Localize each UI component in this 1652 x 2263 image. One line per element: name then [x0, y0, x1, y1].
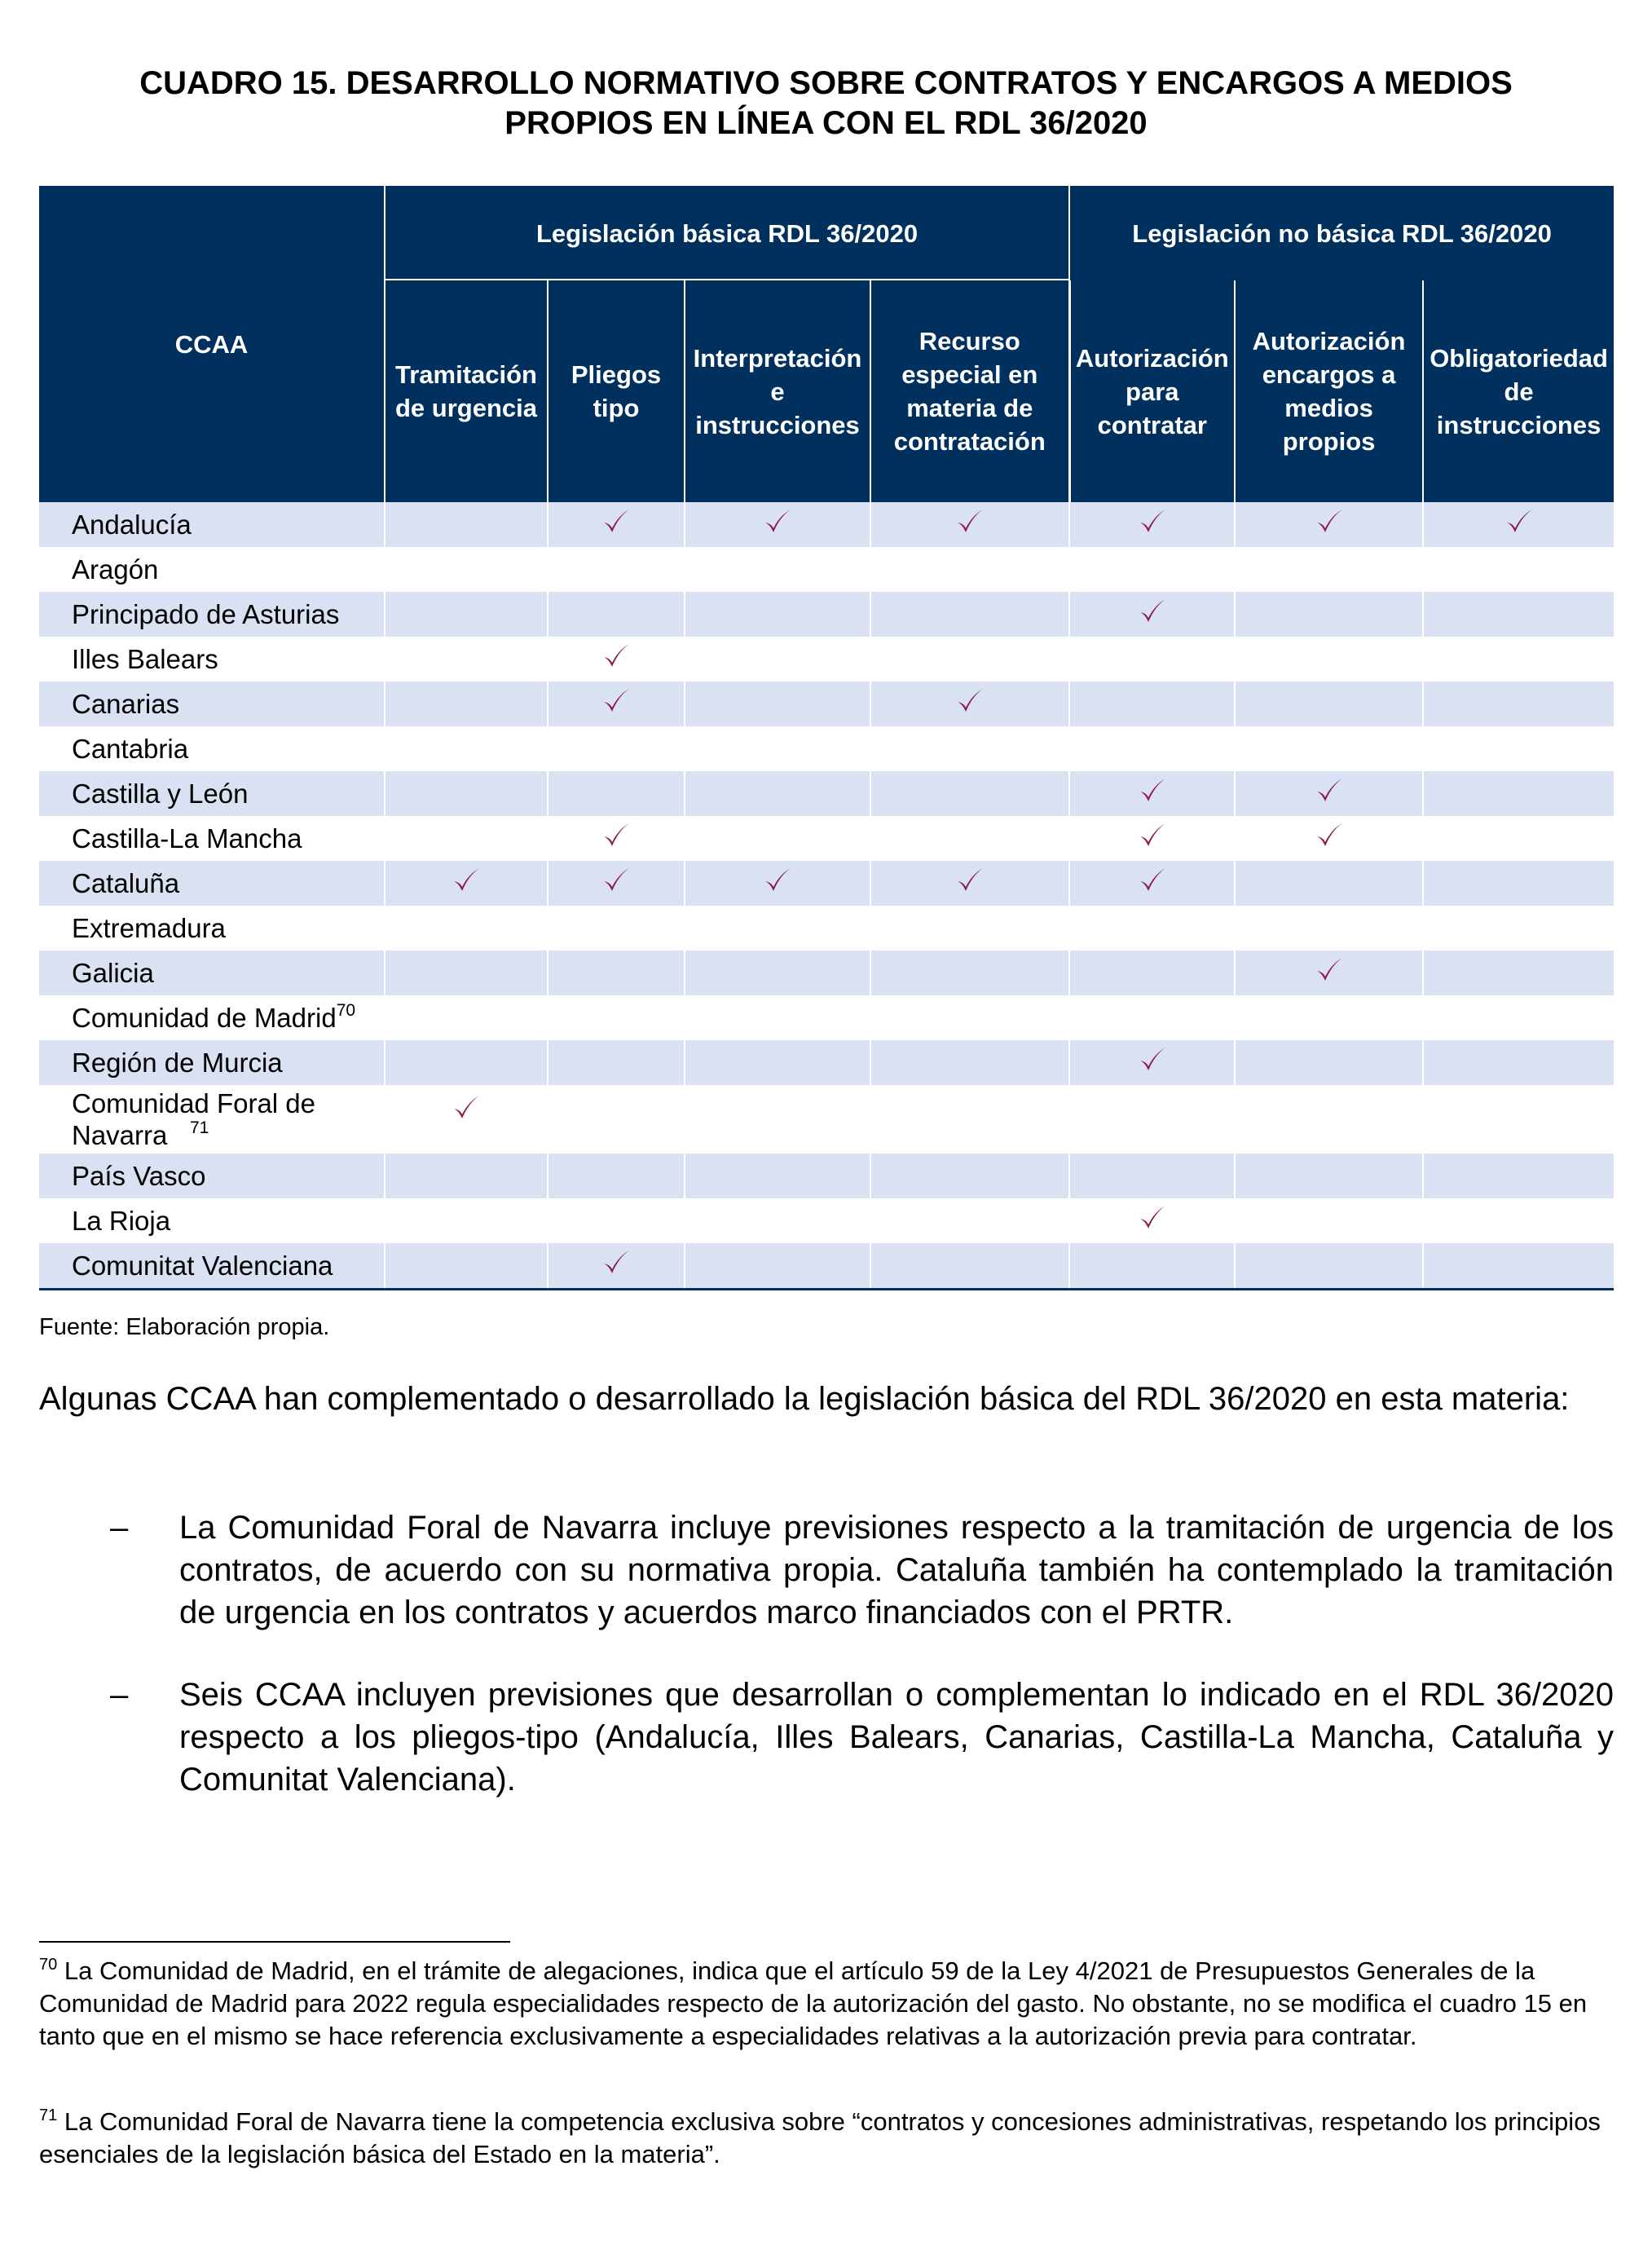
checkmark-icon — [955, 866, 985, 895]
checkmark-icon — [601, 507, 631, 536]
checkmark-icon — [601, 1248, 631, 1277]
title-line-1: CUADRO 15. DESARROLLO NORMATIVO SOBRE CONTRATOS Y ENCARGOS A MEDIOS — [139, 65, 1513, 101]
ccaa-name-text: Cantabria — [72, 734, 189, 764]
check-cell — [1235, 502, 1423, 547]
ccaa-name — [39, 1085, 385, 1154]
ccaa-name-text: Comunitat Valenciana — [72, 1251, 333, 1281]
ccaa-name-text: La Rioja — [72, 1206, 171, 1236]
table-row — [39, 1154, 1614, 1198]
ccaa-name — [39, 906, 385, 951]
bullet-item — [110, 1674, 1614, 1801]
check-cell — [1069, 771, 1235, 816]
check-cell — [1235, 592, 1423, 637]
bullet-dash: – — [110, 1677, 129, 1713]
check-cell — [870, 592, 1069, 637]
check-cell — [1069, 1243, 1235, 1290]
ccaa-name — [39, 637, 385, 682]
title-line-2: PROPIOS EN LÍNEA CON EL RDL 36/2020 — [504, 105, 1148, 141]
check-cell — [1423, 816, 1614, 861]
check-cell — [385, 951, 548, 995]
ccaa-name — [39, 995, 385, 1040]
table-row — [39, 861, 1614, 906]
check-cell — [385, 861, 548, 906]
check-cell — [1069, 726, 1235, 771]
ccaa-name — [39, 502, 385, 547]
check-cell — [385, 1040, 548, 1085]
check-cell — [548, 682, 685, 726]
column-header-line: para contratar — [1097, 377, 1207, 439]
check-cell — [1235, 726, 1423, 771]
check-cell — [548, 502, 685, 547]
check-cell — [870, 951, 1069, 995]
check-cell — [385, 906, 548, 951]
check-cell — [385, 771, 548, 816]
check-cell — [685, 502, 870, 547]
check-cell — [385, 682, 548, 726]
column-header-line: medios propios — [1282, 394, 1376, 456]
check-cell — [870, 861, 1069, 906]
check-cell — [548, 861, 685, 906]
ccaa-name — [39, 816, 385, 861]
check-cell — [548, 637, 685, 682]
check-cell — [1069, 547, 1235, 592]
check-cell — [685, 547, 870, 592]
check-cell — [870, 682, 1069, 726]
table-row — [39, 771, 1614, 816]
checkmark-icon — [763, 866, 792, 895]
check-cell — [385, 816, 548, 861]
check-cell — [385, 1243, 548, 1290]
table-row — [39, 592, 1614, 637]
checkmark-icon — [1138, 866, 1167, 895]
footnote-number: 71 — [39, 2106, 58, 2124]
table-row — [39, 1198, 1614, 1243]
check-cell — [1069, 1085, 1235, 1154]
check-cell — [1423, 726, 1614, 771]
check-cell — [685, 951, 870, 995]
check-cell — [685, 1243, 870, 1290]
column-header-line: de — [1504, 377, 1534, 406]
check-cell — [870, 771, 1069, 816]
check-cell — [1423, 1243, 1614, 1290]
table-source: Fuente: Elaboración propia. — [39, 1314, 330, 1340]
check-cell — [870, 906, 1069, 951]
bullet-text: Seis CCAA incluyen previsiones que desarrollan o complementan lo indicado en el RDL 36/2020 respecto a los pliegos-tipo (Andalucía, Illes Balears, Canarias, Castilla-La Mancha, Cataluña y Comunitat Valenciana). — [179, 1677, 1614, 1798]
checkmark-icon — [1138, 1203, 1167, 1233]
check-cell — [1423, 1198, 1614, 1243]
table-row — [39, 547, 1614, 592]
check-cell — [685, 995, 870, 1040]
ccaa-name — [39, 547, 385, 592]
check-cell — [1423, 1154, 1614, 1198]
ccaa-name-text: Comunidad de Madrid — [72, 1003, 337, 1033]
ccaa-name-text: Illes Balears — [72, 644, 218, 674]
check-cell — [1069, 1154, 1235, 1198]
check-cell — [548, 726, 685, 771]
column-header-line: Obligatoriedad — [1430, 343, 1608, 373]
check-cell — [1069, 502, 1235, 547]
ccaa-regulation-table — [39, 186, 1614, 1290]
footnote-ref[interactable]: 70 — [336, 1001, 356, 1020]
ccaa-name — [39, 592, 385, 637]
check-cell — [870, 816, 1069, 861]
ccaa-name — [39, 1198, 385, 1243]
check-cell — [1069, 995, 1235, 1040]
check-cell — [548, 995, 685, 1040]
footnote-text: La Comunidad de Madrid, en el trámite de alegaciones, indica que el artículo 59 de la Ley 4/2021 de Presupuestos Generales de la Comunidad de Madrid para 2022 regula especialidades respecto de la autorización del gasto. No obstante, no se modifica el cuadro 15 en tanto que en el mismo se hace referencia exclusivamente a especialidades relativas a la autorización previa para contratar. — [39, 1956, 1588, 2050]
check-cell — [385, 726, 548, 771]
check-cell — [1069, 637, 1235, 682]
column-header-line: instrucciones — [1436, 410, 1601, 439]
check-cell — [1235, 1154, 1423, 1198]
column-header-line: tipo — [593, 394, 640, 422]
ccaa-name-text: Comunidad Foral de Navarra — [72, 1088, 315, 1150]
column-header-line: Interpretación — [693, 343, 862, 373]
check-cell — [1423, 1085, 1614, 1154]
check-cell — [385, 592, 548, 637]
check-cell — [548, 771, 685, 816]
check-cell — [685, 1040, 870, 1085]
check-cell — [685, 592, 870, 637]
column-header-line: Autorización — [1252, 327, 1406, 355]
check-cell — [685, 726, 870, 771]
check-cell — [548, 547, 685, 592]
table-row — [39, 502, 1614, 547]
check-cell — [1423, 682, 1614, 726]
table-row — [39, 995, 1614, 1040]
column-header-line: Tramitación — [395, 360, 537, 389]
check-cell — [1423, 592, 1614, 637]
check-cell — [1069, 906, 1235, 951]
table-row — [39, 951, 1614, 995]
check-cell — [548, 1243, 685, 1290]
column-header-line: Pliegos — [570, 360, 662, 389]
column-header — [548, 280, 685, 502]
check-cell — [1235, 771, 1423, 816]
table-row — [39, 682, 1614, 726]
checkmark-icon — [601, 642, 631, 671]
check-cell — [1423, 637, 1614, 682]
group-header-nonbasic: Legislación no básica RDL 36/2020 — [1069, 186, 1614, 280]
check-cell — [1235, 995, 1423, 1040]
checkmark-icon — [452, 866, 481, 895]
ccaa-name-text: Andalucía — [72, 510, 192, 540]
check-cell — [685, 816, 870, 861]
check-cell — [1235, 1243, 1423, 1290]
check-cell — [1235, 816, 1423, 861]
column-header-line: instrucciones — [695, 410, 860, 439]
table-row — [39, 1085, 1614, 1154]
column-header — [870, 280, 1069, 502]
check-cell — [548, 1085, 685, 1154]
check-cell — [1069, 592, 1235, 637]
check-cell — [870, 547, 1069, 592]
check-cell — [870, 1154, 1069, 1198]
footnote-71 — [39, 2106, 1614, 2171]
check-cell — [385, 502, 548, 547]
checkmark-icon — [1315, 955, 1344, 985]
check-cell — [548, 951, 685, 995]
check-cell — [870, 726, 1069, 771]
check-cell — [1069, 861, 1235, 906]
ccaa-name — [39, 951, 385, 995]
checkmark-icon — [955, 686, 985, 716]
ccaa-name — [39, 682, 385, 726]
check-cell — [1423, 771, 1614, 816]
check-cell — [1069, 816, 1235, 861]
intro-paragraph: Algunas CCAA han complementado o desarrollado la legislación básica del RDL 36/2020 en esta materia: — [39, 1381, 1570, 1417]
ccaa-name-text: Castilla y León — [72, 779, 249, 809]
check-cell — [1423, 951, 1614, 995]
ccaa-name-text: Región de Murcia — [72, 1048, 283, 1078]
table-row — [39, 816, 1614, 861]
check-cell — [685, 906, 870, 951]
column-header-line: contratación — [893, 427, 1046, 456]
checkmark-icon — [601, 686, 631, 716]
check-cell — [685, 1085, 870, 1154]
checkmark-icon — [601, 821, 631, 850]
checkmark-icon — [955, 507, 985, 536]
checkmark-icon — [763, 507, 792, 536]
check-cell — [548, 1154, 685, 1198]
check-cell — [385, 1198, 548, 1243]
check-cell — [1235, 906, 1423, 951]
check-cell — [870, 995, 1069, 1040]
check-cell — [1423, 502, 1614, 547]
ccaa-name-text: País Vasco — [72, 1161, 206, 1191]
check-cell — [685, 1154, 870, 1198]
footnote-text: La Comunidad Foral de Navarra tiene la competencia exclusiva sobre “contratos y concesiones administrativas, respetando los principios esenciales de la legislación básica del Estado en la materia”. — [39, 2107, 1601, 2168]
check-cell — [548, 816, 685, 861]
group-header-basic: Legislación básica RDL 36/2020 — [385, 186, 1069, 280]
table-row — [39, 1040, 1614, 1085]
ccaa-name-text: Aragón — [72, 554, 159, 584]
check-cell — [1235, 1085, 1423, 1154]
check-cell — [1235, 1198, 1423, 1243]
checkmark-icon — [1138, 821, 1167, 850]
check-cell — [548, 1040, 685, 1085]
column-header-line: especial en — [901, 360, 1038, 389]
column-header — [1069, 280, 1235, 502]
ccaa-name-text: Cataluña — [72, 868, 180, 898]
column-header — [685, 280, 870, 502]
ccaa-name-text: Extremadura — [72, 913, 226, 943]
column-header-line: Recurso — [919, 327, 1020, 355]
footnote-separator — [39, 1941, 510, 1943]
footnote-ref[interactable]: 71 — [190, 1118, 209, 1137]
footnote-number: 70 — [39, 1956, 58, 1974]
column-header-line: materia de — [906, 394, 1033, 422]
ccaa-name — [39, 1243, 385, 1290]
checkmark-icon — [1138, 507, 1167, 536]
check-cell — [385, 547, 548, 592]
check-cell — [870, 637, 1069, 682]
check-cell — [548, 1198, 685, 1243]
ccaa-name — [39, 861, 385, 906]
check-cell — [870, 1085, 1069, 1154]
checkmark-icon — [452, 1093, 481, 1123]
check-cell — [1423, 1040, 1614, 1085]
check-cell — [1423, 906, 1614, 951]
check-cell — [1069, 1040, 1235, 1085]
ccaa-header: CCAA — [39, 186, 385, 502]
check-cell — [870, 1198, 1069, 1243]
column-header — [385, 280, 548, 502]
check-cell — [385, 995, 548, 1040]
ccaa-name — [39, 1040, 385, 1085]
check-cell — [1235, 547, 1423, 592]
check-cell — [1423, 861, 1614, 906]
check-cell — [1069, 951, 1235, 995]
table-row — [39, 637, 1614, 682]
bullet-text: La Comunidad Foral de Navarra incluye previsiones respecto a la tramitación de urgencia de los contratos, de acuerdo con su normativa propia. Cataluña también ha contemplado la tramitación de urgencia en los contratos y acuerdos marco financiados con el PRTR. — [179, 1510, 1614, 1630]
ccaa-name — [39, 1154, 385, 1198]
check-cell — [1235, 682, 1423, 726]
checkmark-icon — [1138, 1045, 1167, 1074]
check-cell — [1235, 861, 1423, 906]
check-cell — [685, 637, 870, 682]
bullet-dash: – — [110, 1510, 129, 1546]
check-cell — [1235, 1040, 1423, 1085]
check-cell — [1423, 995, 1614, 1040]
column-header-line: encargos a — [1262, 360, 1396, 389]
ccaa-name — [39, 726, 385, 771]
column-header — [1235, 280, 1423, 502]
check-cell — [870, 1040, 1069, 1085]
checkmark-icon — [601, 866, 631, 895]
check-cell — [1069, 682, 1235, 726]
checkmark-icon — [1138, 597, 1167, 626]
table-row — [39, 726, 1614, 771]
check-cell — [548, 906, 685, 951]
table-row — [39, 906, 1614, 951]
check-cell — [548, 592, 685, 637]
check-cell — [385, 1085, 548, 1154]
check-cell — [685, 771, 870, 816]
checkmark-icon — [1315, 507, 1344, 536]
column-header — [1423, 280, 1614, 502]
column-header-line: e — [770, 377, 785, 406]
ccaa-name-text: Principado de Asturias — [72, 599, 340, 629]
check-cell — [1235, 637, 1423, 682]
table-title — [41, 64, 1611, 143]
check-cell — [1069, 1198, 1235, 1243]
checkmark-icon — [1138, 776, 1167, 805]
table-row — [39, 1243, 1614, 1290]
check-cell — [870, 502, 1069, 547]
check-cell — [685, 1198, 870, 1243]
checkmark-icon — [1315, 821, 1344, 850]
check-cell — [685, 682, 870, 726]
ccaa-name — [39, 771, 385, 816]
check-cell — [1235, 951, 1423, 995]
bullet-item — [110, 1506, 1614, 1634]
checkmark-icon — [1315, 776, 1344, 805]
check-cell — [870, 1243, 1069, 1290]
ccaa-name-text: Castilla-La Mancha — [72, 823, 302, 854]
column-header-line: Autorización — [1075, 343, 1229, 373]
table-body — [39, 502, 1614, 1290]
ccaa-name-text: Canarias — [72, 689, 180, 719]
column-header-line: de urgencia — [395, 394, 537, 422]
check-cell — [1423, 547, 1614, 592]
check-cell — [385, 637, 548, 682]
check-cell — [385, 1154, 548, 1198]
ccaa-name-text: Galicia — [72, 958, 154, 988]
checkmark-icon — [1504, 507, 1534, 536]
footnote-70 — [39, 1955, 1614, 2053]
check-cell — [685, 861, 870, 906]
